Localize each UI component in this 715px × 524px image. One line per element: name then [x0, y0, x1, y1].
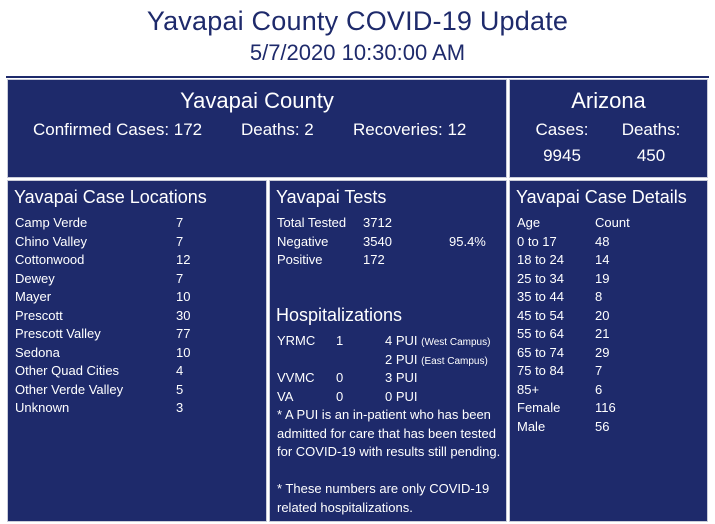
location-count: 10	[176, 289, 191, 304]
count-column-header: Count	[595, 215, 630, 230]
hospital-pui-count: 2 PUI	[385, 351, 418, 367]
location-name: Other Verde Valley	[15, 381, 124, 397]
page-title: Yavapai County COVID-19 Update	[146, 6, 569, 36]
location-name: Mayer	[15, 289, 52, 304]
case-locations-panel	[8, 181, 266, 521]
hospital-pui	[385, 369, 418, 390]
test-value: 3712	[363, 215, 392, 230]
case-detail-count: 29	[595, 344, 610, 360]
case-details-title: Yavapai Case Details	[516, 187, 687, 207]
test-value: 3540	[363, 233, 392, 249]
hospital-count: 1	[336, 333, 344, 348]
confirmed-cases: Confirmed Cases: 172	[33, 120, 203, 139]
case-detail-count: 21	[595, 326, 610, 341]
location-count: 5	[176, 381, 184, 397]
case-detail-age: 0 to 17	[517, 233, 557, 249]
case-locations-title: Yavapai Case Locations	[14, 187, 207, 207]
location-name: Sedona	[15, 344, 60, 360]
location-count: 3	[176, 400, 184, 415]
case-detail-count: 116	[595, 400, 616, 415]
pui-footnote: * A PUI is an in-patient who has been admitted for care that has been tested for COVID-19 with results still pending.	[277, 407, 501, 459]
location-name: Other Quad Cities	[15, 363, 120, 378]
arizona-cases-label: Cases:	[535, 120, 589, 139]
hospital-campus-note: (West Campus)	[421, 337, 491, 348]
arizona-deaths-value: 450	[636, 146, 666, 165]
case-detail-age: 75 to 84	[517, 363, 564, 378]
case-detail-count: 20	[595, 307, 610, 323]
case-detail-count: 6	[595, 381, 603, 397]
hospital-facility: VA	[277, 388, 294, 404]
location-name: Cottonwood	[15, 252, 85, 267]
case-detail-age: 25 to 34	[517, 270, 564, 286]
location-count: 77	[176, 326, 191, 341]
location-name: Unknown	[15, 400, 70, 415]
hospitalizations-title: Hospitalizations	[276, 305, 403, 325]
test-label: Total Tested	[277, 215, 347, 230]
hospital-pui	[385, 351, 488, 372]
location-count: 12	[176, 252, 191, 267]
case-detail-age: Female	[517, 400, 561, 415]
update-timestamp: 5/7/2020 10:30:00 AM	[249, 40, 466, 65]
arizona-cases-value: 9945	[543, 146, 581, 165]
location-count: 30	[176, 307, 191, 323]
case-detail-count: 48	[595, 233, 610, 249]
hospital-pui-count: 3 PUI	[385, 370, 418, 385]
case-detail-count: 19	[595, 270, 610, 286]
tests-panel	[270, 181, 506, 521]
case-detail-age: 35 to 44	[517, 289, 564, 304]
hospital-pui	[385, 332, 490, 353]
case-detail-age: 65 to 74	[517, 344, 564, 360]
case-detail-age: 45 to 54	[517, 307, 564, 323]
county-title: Yavapai County	[180, 88, 334, 113]
hospital-pui	[385, 388, 418, 409]
hospitalization-footnote: * These numbers are only COVID-19 related hospitalizations.	[277, 481, 490, 515]
location-name: Chino Valley	[15, 233, 88, 249]
test-label: Positive	[277, 252, 323, 267]
location-name: Prescott	[15, 307, 63, 323]
arizona-deaths-label: Deaths:	[621, 120, 681, 139]
hospital-facility: YRMC	[277, 333, 316, 348]
case-details-panel	[510, 181, 707, 521]
case-detail-count: 14	[595, 252, 610, 267]
hospital-count: 0	[336, 370, 344, 385]
test-percent: 95.4%	[449, 233, 486, 249]
hospital-campus-note: (East Campus)	[421, 355, 488, 367]
test-label: Negative	[277, 233, 329, 249]
arizona-title: Arizona	[571, 88, 646, 113]
location-count: 7	[176, 215, 184, 230]
hospital-facility: VVMC	[277, 370, 315, 385]
case-detail-age: 18 to 24	[517, 252, 564, 267]
county-recoveries: Recoveries: 12	[353, 120, 467, 139]
location-count: 7	[176, 233, 184, 249]
top-rule	[6, 76, 709, 78]
test-value: 172	[363, 252, 385, 267]
case-detail-count: 7	[595, 363, 603, 378]
tests-title: Yavapai Tests	[276, 187, 387, 207]
county-deaths: Deaths: 2	[241, 120, 314, 139]
case-detail-age: Male	[517, 418, 546, 434]
case-detail-age: 55 to 64	[517, 326, 564, 341]
age-column-header: Age	[517, 215, 541, 230]
hospital-count: 0	[336, 388, 344, 404]
arizona-panel	[510, 80, 707, 177]
location-count: 4	[176, 363, 184, 378]
case-detail-age: 85+	[517, 381, 540, 397]
hospital-pui-count: 4 PUI	[385, 333, 418, 348]
case-detail-count: 56	[595, 418, 610, 434]
county-summary-panel	[8, 80, 506, 177]
location-name: Dewey	[15, 270, 55, 286]
hospital-pui-count: 0 PUI	[385, 388, 418, 404]
location-count: 7	[176, 270, 184, 286]
case-detail-count: 8	[595, 289, 603, 304]
location-name: Camp Verde	[15, 215, 88, 230]
location-count: 10	[176, 344, 191, 360]
location-name: Prescott Valley	[15, 326, 101, 341]
